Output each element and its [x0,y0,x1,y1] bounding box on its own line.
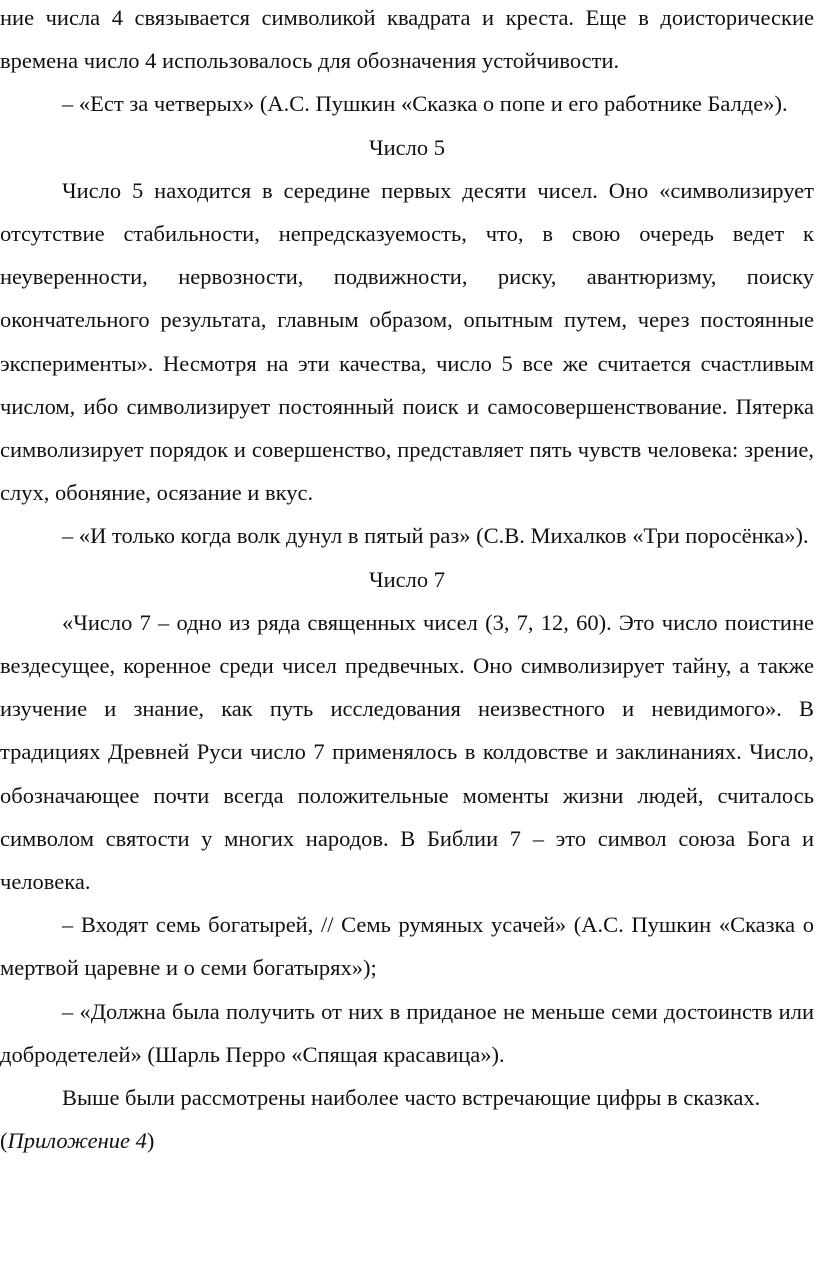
paragraph-number-4-continued: ние числа 4 связывается символикой квадрата и креста. Еще в доисторические времена число 4 использовалось для обозначения устойчивости. [0,5,814,74]
quote-mikhalkov-piglets: – «И только когда волк дунул в пятый раз» (С.В. Михалков «Три поросёнка»). [62,523,809,549]
quote-pushkin-balda: – «Ест за четверых» (А.С. Пушкин «Сказка о попе и его работнике Балде»). [62,91,788,117]
heading-number-7: Число 7 [368,566,445,592]
paragraph-number-7: «Число 7 – одно из ряда священных чисел (3, 7, 12, 60). Это число поистине вездесущее, коренное среди чисел предвечных. Оно символизирует тайну, а также изучение и знание, как путь исследования неизвестного и невидимого». В традициях Древней Руси число 7 применялось в колдовстве и заклинаниях. Число, обозначающее почти всегда положительные моменты жизни людей, считалось символом святости у многих народов. В Библии 7 – это символ союза Бога и человека. [0,609,814,895]
quote-pushkin-princess: – Входят семь богатырей, // Семь румяных усачей» (А.С. Пушкин «Сказка о мертвой царевне и о семи богатырях»); [0,912,814,981]
paragraph-number-5: Число 5 находится в середине первых десяти чисел. Оно «символизирует отсутствие стабильности, непредсказуемость, что, в свою очередь ведет к неуверенности, нервозности, подвижности, риску, авантюризму, поиску окончательного результата, главным образом, опытным путем, через постоянные эксперименты». Несмотря на эти качества, число 5 все же считается счастливым числом, ибо символизирует постоянный поиск и самосовершенствование. Пятерка символизирует порядок и совершенство, представляет пять чувств человека: зрение, слух, обоняние, осязание и вкус. [0,177,814,506]
appendix-link-text: Приложение 4 [7,1128,147,1154]
heading-number-5: Число 5 [368,134,445,160]
paragraph-summary: Выше были рассмотрены наиболее часто встречающие цифры в сказках. [62,1085,761,1111]
appendix-close-paren: ) [146,1128,155,1154]
quote-perrault-sleeping-beauty: – «Должна была получить от них в приданое не меньше семи достоинств или добродетелей» (Шарль Перро «Спящая красавица»). [0,998,814,1067]
appendix-reference [0,1119,814,1162]
appendix-open-paren: ( [0,1128,8,1154]
